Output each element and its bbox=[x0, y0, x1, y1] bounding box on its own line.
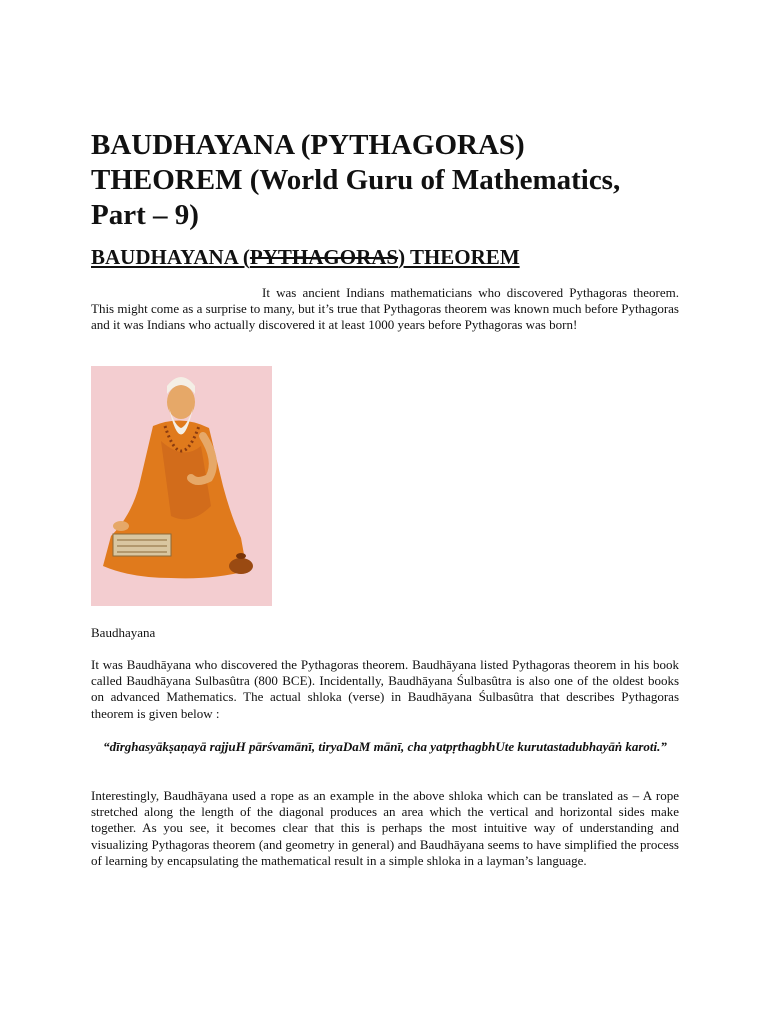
baudhayana-illustration bbox=[91, 366, 272, 606]
section-heading bbox=[91, 244, 520, 270]
section-heading-struck-word: PYTHAGORAS bbox=[249, 245, 399, 269]
intro-paragraph: It was ancient Indians mathematicians who discovered Pythagoras theorem. This might come as a surprise to many, but it’s true that Pythagoras theorem was known much before Pythagoras and it was Indians who actually discovered it at least 1000 years before Pythagoras was born! bbox=[91, 285, 679, 333]
body-paragraph-3: Interestingly, Baudhāyana used a rope as an example in the above shloka which can be translated as – A rope stretched along the length of the diagonal produces an area which the vertical and horizontal sides make together. As you see, it becomes clear that this is perhaps the most intuitive way of understanding and visualizing Pythagoras theorem (and geometry in general) and Baudhāyana seems to have simplified the process of learning by encapsulating the mathematical result in a simple shloka in a layman’s language. bbox=[91, 788, 679, 868]
image-caption: Baudhayana bbox=[91, 625, 156, 640]
shloka-verse: “dīrghasyākṣaṇayā rajjuH pārśvamānī, tiryaDaM mānī, cha yatpṛthagbhUte kurutastadubhayāṅ karoti.” bbox=[103, 739, 667, 754]
page-title: BAUDHAYANA (PYTHAGORAS) THEOREM (World Guru of Mathematics, Part – 9) bbox=[91, 129, 621, 231]
sage-figure-image bbox=[91, 366, 272, 606]
body-paragraph-2: It was Baudhāyana who discovered the Pythagoras theorem. Baudhāyana listed Pythagoras theorem in his book called Baudhāyana Sulbasûtra (800 BCE). Incidentally, Baudhāyana Śulbasûtra is also one of the oldest books on advanced Mathematics. The actual shloka (verse) in Baudhāyana Śulbasûtra that describes Pythagoras theorem is given below : bbox=[91, 657, 679, 721]
section-heading-prefix: BAUDHAYANA ( bbox=[91, 245, 250, 269]
section-heading-suffix: ) THEOREM bbox=[398, 245, 520, 269]
